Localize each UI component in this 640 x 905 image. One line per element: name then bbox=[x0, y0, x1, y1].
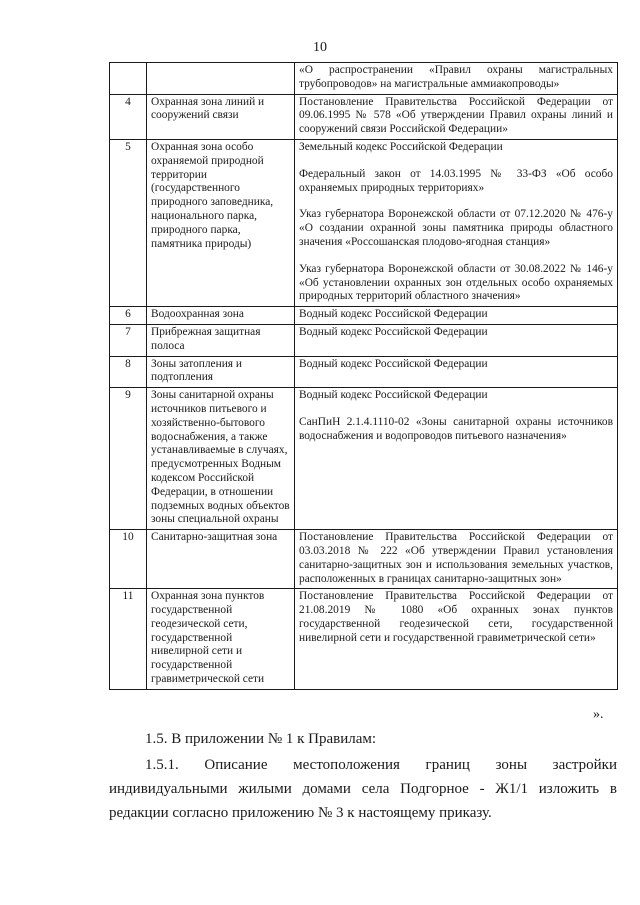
table-row bbox=[110, 94, 618, 139]
table-row bbox=[110, 63, 618, 95]
zone-name: Прибрежная защитная полоса bbox=[147, 324, 295, 356]
document-reference: Постановление Правительства Российской Федерации от 09.06.1995 № 578 «Об утверждении Правил охраны линий и сооружений связи Российской Федерации» bbox=[299, 95, 613, 136]
table-row bbox=[110, 388, 618, 530]
row-number: 8 bbox=[110, 356, 147, 388]
regulating-documents bbox=[295, 589, 618, 690]
table-row bbox=[110, 530, 618, 589]
document-reference: Указ губернатора Воронежской области от 07.12.2020 № 476-у «О создании охранной зоны памятника природы областного значения «Россошанская плодово-ягодная станция» bbox=[299, 208, 613, 248]
regulating-documents bbox=[295, 530, 618, 589]
zone-name: Зоны затопления и подтопления bbox=[147, 356, 295, 388]
zones-table bbox=[109, 62, 618, 690]
zone-name: Охранная зона пунктов государственной геодезической сети, государственной нивелирной сети и государственной гравиметрической сети bbox=[147, 589, 295, 690]
table-row bbox=[110, 139, 618, 306]
closing-quote: ». bbox=[593, 707, 604, 722]
table-row bbox=[110, 589, 618, 690]
document-reference: «О распространении «Правил охраны магистральных трубопроводов» на магистральные аммиакопроводы» bbox=[299, 64, 613, 90]
document-reference: Водный кодекс Российской Федерации bbox=[299, 308, 488, 321]
document-reference: Федеральный закон от 14.03.1995 № 33-ФЗ «Об особо охраняемых природных территориях» bbox=[299, 167, 613, 194]
table-row bbox=[110, 307, 618, 325]
row-number: 6 bbox=[110, 307, 147, 325]
document-reference: Водный кодекс Российской Федерации bbox=[299, 325, 488, 338]
table-row bbox=[110, 324, 618, 356]
document-reference: Указ губернатора Воронежской области от 30.08.2022 № 146-у «Об установлении охранных зон отдельных особо охраняемых природных территорий областного значения» bbox=[299, 262, 613, 303]
paragraph-1-5: 1.5. В приложении № 1 к Правилам: bbox=[145, 731, 377, 747]
regulating-documents bbox=[295, 324, 618, 356]
regulating-documents bbox=[295, 63, 618, 95]
zone-name: Зоны санитарной охраны источников питьевого и хозяйственно-бытового водоснабжения, а также устанавливаемые в случаях, предусмотренных Водным кодексом Российской Федерации, в отношении подземных водных объектов зоны специальной охраны bbox=[147, 388, 295, 530]
document-reference: СанПиН 2.1.4.1110-02 «Зоны санитарной охраны источников водоснабжения и водопроводов питьевого назначения» bbox=[299, 415, 613, 442]
document-reference: Земельный кодекс Российской Федерации bbox=[299, 140, 503, 153]
row-number: 10 bbox=[110, 530, 147, 589]
zone-name bbox=[147, 63, 295, 95]
row-number: 5 bbox=[110, 139, 147, 306]
row-number: 4 bbox=[110, 94, 147, 139]
row-number bbox=[110, 63, 147, 95]
zone-name: Охранная зона особо охраняемой природной территории (государственного природного заповедника, национального парка, природного парка, памятника природы) bbox=[147, 139, 295, 306]
document-reference: Постановление Правительства Российской Федерации от 03.03.2018 № 222 «Об утверждении Правил установления санитарно-защитных зон и использования земельных участков, расположенных в границах санитарно-защитных зон» bbox=[299, 531, 613, 585]
document-reference: Водный кодекс Российской Федерации bbox=[299, 389, 488, 402]
page-number: 10 bbox=[313, 40, 327, 55]
row-number: 11 bbox=[110, 589, 147, 690]
table-row bbox=[110, 356, 618, 388]
document-reference: Водный кодекс Российской Федерации bbox=[299, 357, 488, 370]
row-number: 9 bbox=[110, 388, 147, 530]
paragraph-1-5-1: 1.5.1. Описание местоположения границ зоны застройки индивидуальными жилыми домами села Подгорное - Ж1/1 изложить в редакции согласно приложению № 3 к настоящему приказу. bbox=[109, 757, 617, 821]
regulating-documents bbox=[295, 356, 618, 388]
regulating-documents bbox=[295, 307, 618, 325]
zone-name: Охранная зона линий и сооружений связи bbox=[147, 94, 295, 139]
zone-name: Водоохранная зона bbox=[147, 307, 295, 325]
zone-name: Санитарно-защитная зона bbox=[147, 530, 295, 589]
row-number: 7 bbox=[110, 324, 147, 356]
regulating-documents bbox=[295, 139, 618, 306]
document-reference: Постановление Правительства Российской Федерации от 21.08.2019 № 1080 «Об охранных зонах пунктов государственной геодезической сети, государственной нивелирной сети и государственной гравиметрической сети» bbox=[299, 590, 613, 644]
regulating-documents bbox=[295, 94, 618, 139]
regulating-documents bbox=[295, 388, 618, 530]
